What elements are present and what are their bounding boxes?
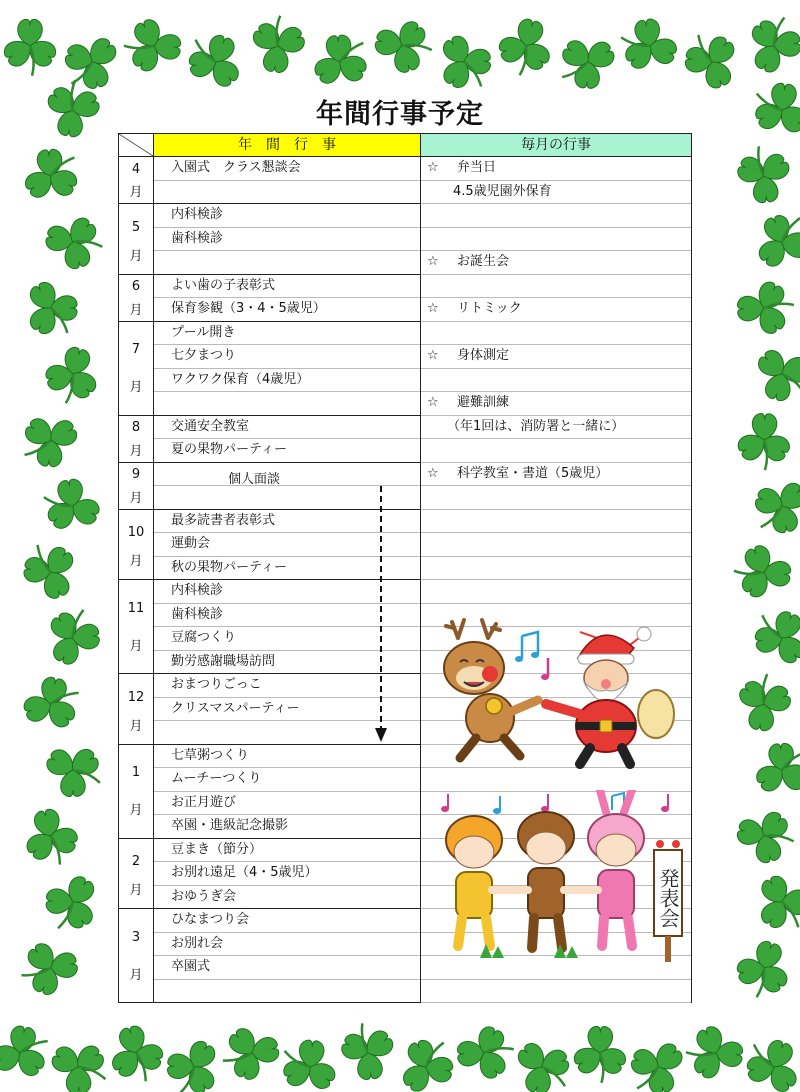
clover-icon: [16, 935, 82, 1002]
annual-event-row: [154, 392, 420, 416]
month-label: 月: [129, 185, 143, 201]
monthly-event-row: [421, 157, 691, 181]
monthly-event-row: [421, 768, 691, 792]
reindeer-santa-illustration: [430, 618, 680, 770]
clover-icon: [731, 801, 800, 871]
clover-icon: [40, 208, 108, 277]
clover-icon: [612, 8, 685, 82]
clover-icon: [737, 7, 800, 82]
monthly-event-text: リトミック: [457, 301, 522, 316]
clover-icon: [490, 12, 561, 82]
month-cell-11: [119, 580, 154, 674]
clover-icon: [122, 15, 182, 77]
annual-event-row: 運動会: [154, 533, 420, 557]
monthly-event-text: 弁当日: [457, 160, 497, 175]
music-note-icon: [515, 632, 549, 680]
tiger-costume-kid: [446, 816, 502, 946]
month-cell-6: [119, 275, 154, 322]
clover-icon: [154, 1029, 233, 1092]
annual-event-row: 入園式 クラス懇談会: [154, 157, 420, 181]
interview-period-arrow: [374, 484, 388, 744]
interview-label: 個人面談: [228, 472, 281, 487]
annual-event-row: 内科検診: [154, 204, 420, 228]
month-label: 月: [129, 554, 143, 570]
reindeer-figure: [444, 620, 538, 758]
costumed-kids-illustration: [428, 790, 690, 968]
clover-icon: [732, 143, 796, 205]
monthly-event-text: お誕生会: [457, 254, 510, 269]
annual-event-row: 七草粥つくり: [154, 745, 420, 769]
annual-event-row: 卒園・進級記念撮影: [154, 815, 420, 839]
star-icon: ☆: [427, 465, 439, 481]
clover-icon: [744, 729, 800, 808]
annual-event-row: 秋の果物パーティー: [154, 557, 420, 581]
monthly-event-row: [421, 463, 691, 487]
month-label: 月: [129, 443, 143, 459]
clover-icon: [741, 597, 800, 677]
clover-icon: [175, 20, 256, 100]
annual-event-row: [154, 980, 420, 1004]
month-cell-4: [119, 157, 154, 204]
clover-icon: [731, 669, 798, 735]
month-label: 月: [129, 248, 143, 264]
clover-icon: [734, 413, 794, 471]
month-label: 月: [129, 490, 143, 506]
santa-figure: [546, 627, 674, 764]
month-cell-9: [119, 463, 154, 510]
clover-icon: [101, 1020, 172, 1089]
clover-icon: [740, 467, 800, 548]
clover-icon: [743, 335, 800, 416]
month-number: 4: [131, 161, 141, 177]
monthly-event-row: [421, 580, 691, 604]
month-number: 3: [131, 929, 141, 945]
header-annual-events: 年 間 行 事: [154, 134, 420, 157]
clover-icon: [1, 19, 59, 75]
annual-event-row: ムーチーつくり: [154, 768, 420, 792]
monthly-event-row: [421, 181, 691, 205]
month-number: 10: [127, 525, 145, 540]
monthly-event-row: [421, 204, 691, 228]
clover-icon: [13, 533, 88, 607]
month-number: 5: [131, 219, 141, 235]
clover-icon: [727, 934, 800, 1006]
star-icon: ☆: [427, 254, 439, 269]
clover-icon: [35, 599, 111, 675]
rabbit-costume-kid: [588, 790, 644, 946]
clover-icon: [336, 1020, 400, 1083]
monthly-event-text: 科学教室・書道（5歳児）: [457, 465, 609, 481]
month-number: 12: [127, 689, 145, 705]
clover-icon: [737, 278, 795, 338]
month-number: 6: [131, 279, 141, 295]
bear-costume-kid: [518, 812, 574, 948]
clover-icon: [36, 340, 108, 411]
monthly-event-row: [421, 533, 691, 557]
star-icon: ☆: [427, 301, 439, 316]
month-cell-2: [119, 839, 154, 910]
annual-event-row: プール開き: [154, 322, 420, 346]
clover-icon: [616, 1028, 697, 1092]
annual-event-row: 歯科検診: [154, 228, 420, 252]
monthly-event-text: 避難訓練: [457, 395, 510, 410]
clover-icon: [217, 1019, 283, 1087]
month-label: 月: [129, 883, 143, 899]
month-number: 9: [131, 467, 141, 483]
recital-signboard: [654, 840, 682, 962]
annual-event-row: 最多読書者表彰式: [154, 510, 420, 534]
clover-icon: [11, 402, 87, 479]
monthly-event-row: [421, 392, 691, 416]
annual-event-row: [154, 181, 420, 205]
monthly-event-row: [421, 251, 691, 275]
clover-icon: [744, 865, 800, 942]
annual-event-row: 歯科検診: [154, 604, 420, 628]
signboard-text: 発表会: [656, 868, 680, 928]
clover-icon: [426, 24, 505, 102]
month-label: 月: [129, 967, 143, 983]
music-note-icon: [441, 793, 669, 814]
month-number: 1: [131, 765, 141, 781]
clover-icon: [36, 732, 113, 810]
clover-icon: [743, 200, 800, 281]
month-number: 7: [131, 342, 141, 358]
clover-icon: [731, 540, 793, 604]
month-label: 月: [129, 302, 143, 318]
month-cell-12: [119, 674, 154, 745]
star-icon: ☆: [427, 395, 439, 410]
annual-event-row: 交通安全教室: [154, 416, 420, 440]
monthly-event-row: [421, 275, 691, 299]
page-title: 年間行事予定: [316, 99, 484, 130]
clover-icon: [16, 803, 86, 872]
month-cell-10: [119, 510, 154, 581]
clover-icon: [387, 1025, 468, 1092]
clover-icon: [456, 1022, 515, 1083]
month-number: 8: [131, 420, 141, 436]
star-icon: ☆: [427, 160, 439, 175]
monthly-event-row: [421, 345, 691, 369]
monthly-event-row: [421, 416, 691, 440]
month-label: 月: [129, 803, 143, 819]
annual-event-row: お別れ会: [154, 933, 420, 957]
clover-icon: [674, 23, 749, 98]
clover-icon: [370, 12, 437, 80]
annual-event-row: [154, 463, 420, 487]
annual-event-row: 豆まき（節分）: [154, 839, 420, 863]
clover-icon: [733, 1025, 800, 1092]
month-number: 2: [131, 854, 141, 869]
monthly-event-text: 4.5歳児園外保育: [453, 183, 552, 199]
annual-event-row: 内科検診: [154, 580, 420, 604]
month-label: 月: [129, 380, 143, 396]
clover-icon: [503, 1028, 584, 1092]
annual-event-row: おゆうぎ会: [154, 886, 420, 910]
clover-icon: [570, 1026, 629, 1083]
clover-icon: [41, 1029, 118, 1092]
month-cell-3: [119, 909, 154, 1003]
header-corner-cell: [119, 134, 154, 157]
clover-icon: [246, 12, 311, 76]
annual-event-row: ワクワク保育（4歳児）: [154, 369, 420, 393]
monthly-event-row: [421, 298, 691, 322]
annual-event-row: お別れ遠足（4・5歳児）: [154, 862, 420, 886]
annual-event-row: 勤労感謝職場訪問: [154, 651, 420, 675]
annual-event-row: 七夕まつり: [154, 345, 420, 369]
monthly-event-row: [421, 228, 691, 252]
month-cell-1: [119, 745, 154, 839]
annual-event-row: ひなまつり会: [154, 909, 420, 933]
annual-event-row: 保育参観（3・4・5歳児）: [154, 298, 420, 322]
month-number: 11: [127, 600, 145, 616]
monthly-event-row: [421, 557, 691, 581]
annual-event-row: お正月遊び: [154, 792, 420, 816]
annual-event-row: クリスマスパーティー: [154, 698, 420, 722]
monthly-event-text: 身体測定: [457, 348, 510, 363]
clover-icon: [17, 667, 89, 740]
monthly-event-row: [421, 439, 691, 463]
annual-event-row: [154, 251, 420, 275]
monthly-event-row: [421, 980, 691, 1004]
annual-event-row: 夏の果物パーティー: [154, 439, 420, 463]
monthly-event-row: [421, 510, 691, 534]
clover-icon: [269, 1026, 349, 1092]
monthly-event-row: [421, 322, 691, 346]
month-cell-8: [119, 416, 154, 463]
annual-event-row: 卒園式: [154, 956, 420, 980]
clover-icon: [302, 21, 381, 101]
header-monthly-events: 毎月の行事: [420, 134, 691, 157]
clover-icon: [34, 468, 107, 542]
star-icon: ☆: [427, 348, 439, 363]
clover-icon: [548, 24, 625, 101]
monthly-event-text: （年1回は、消防署と一緒に）: [447, 418, 625, 434]
month-label: 月: [129, 718, 143, 734]
monthly-event-row: [421, 486, 691, 510]
clover-icon: [0, 1016, 58, 1089]
annual-event-row: おまつりごっこ: [154, 674, 420, 698]
month-cell-7: [119, 322, 154, 416]
annual-event-row: よい歯の子表彰式: [154, 275, 420, 299]
monthly-event-row: [421, 369, 691, 393]
clover-icon: [13, 135, 92, 215]
clover-icon: [32, 864, 111, 943]
month-label: 月: [129, 638, 143, 654]
clover-icon: [684, 1021, 745, 1084]
clover-icon: [12, 271, 90, 349]
annual-event-row: 豆腐つくり: [154, 627, 420, 651]
month-cell-5: [119, 204, 154, 275]
